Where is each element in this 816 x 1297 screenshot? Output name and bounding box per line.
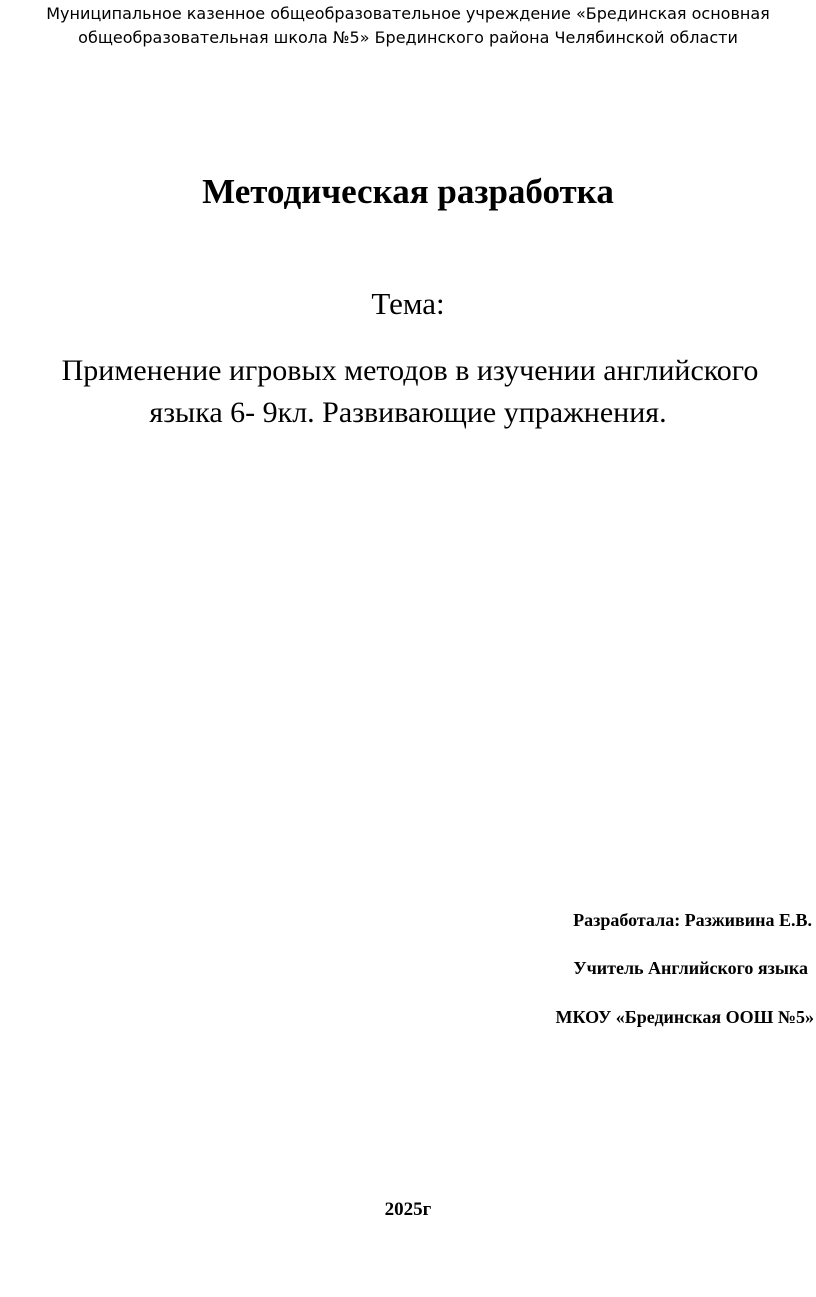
author-position: Учитель Английского языка — [573, 958, 808, 978]
theme-text-line-1: Применение игровых методов в изучении английского — [61, 354, 759, 387]
theme-label: Тема: — [371, 286, 445, 321]
document-title: Методическая разработка — [202, 172, 614, 211]
institution-header — [0, 2, 816, 50]
document-year: 2025г — [384, 1199, 432, 1220]
institution-header-line-2: общеобразовательная школа №5» Брединского района Челябинской области — [78, 28, 738, 47]
theme-text-line-2: языка 6- 9кл. Развивающие упражнения. — [149, 396, 667, 429]
author-name: Разработала: Разживина Е.В. — [573, 910, 812, 930]
institution-header-line-1: Муниципальное казенное общеобразовательное учреждение «Брединская основная — [46, 4, 770, 23]
author-school: МКОУ «Брединская ООШ №5» — [555, 1007, 814, 1027]
theme-text — [0, 350, 816, 434]
